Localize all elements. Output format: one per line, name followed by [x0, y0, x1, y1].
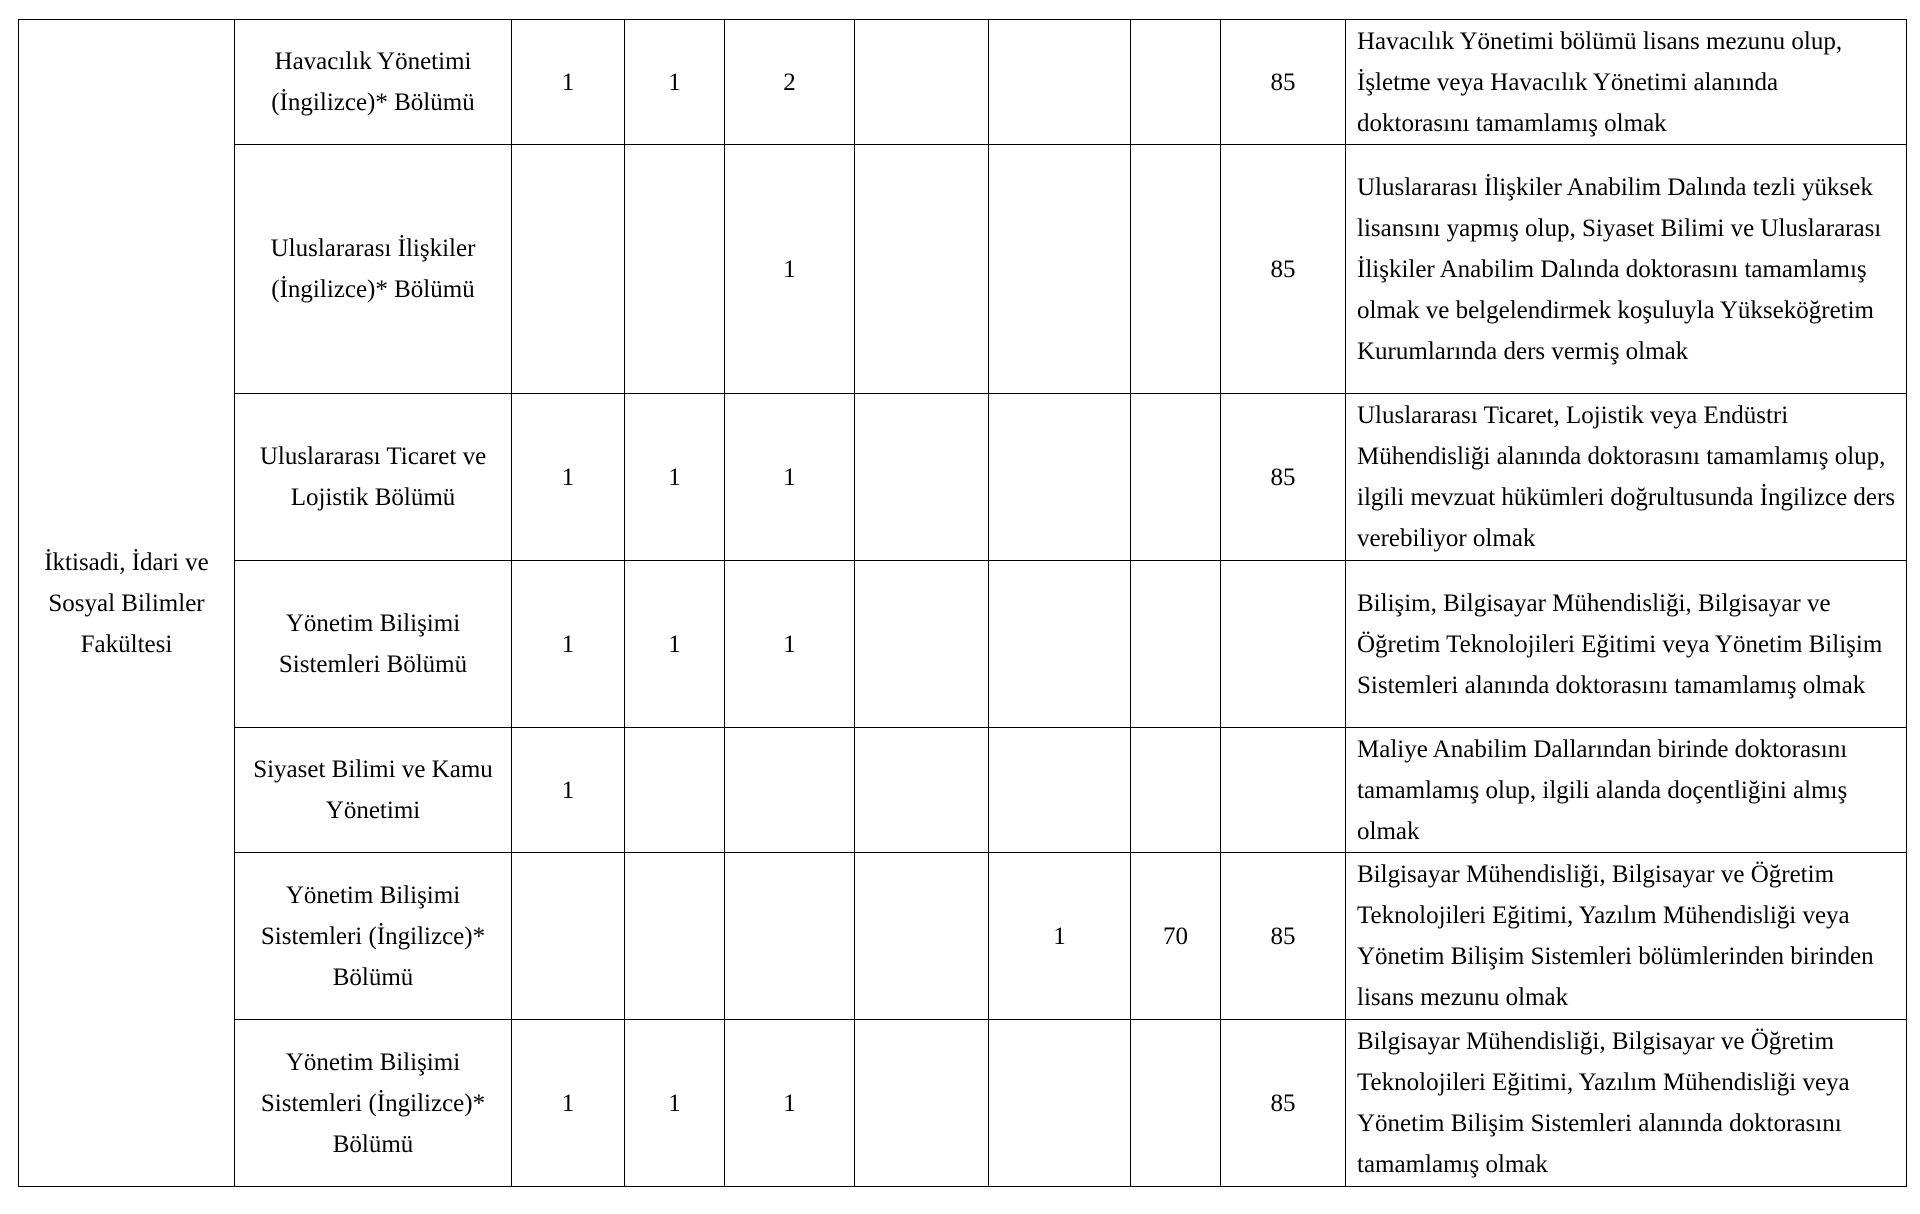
- score-cell: [1131, 1020, 1221, 1187]
- count-cell: [989, 394, 1131, 561]
- department-cell: Yönetim Bilişimi Sistemleri Bölümü: [235, 561, 512, 728]
- count-cell: [625, 728, 725, 853]
- score-cell: 85: [1221, 394, 1346, 561]
- count-cell: [989, 561, 1131, 728]
- department-cell: Uluslararası İlişkiler (İngilizce)* Bölümü: [235, 145, 512, 394]
- department-cell: Yönetim Bilişimi Sistemleri (İngilizce)* Bölümü: [235, 853, 512, 1020]
- score-cell: [1131, 20, 1221, 145]
- count-cell: [625, 853, 725, 1020]
- score-cell: [1131, 728, 1221, 853]
- count-cell: [855, 20, 989, 145]
- score-cell: [1221, 728, 1346, 853]
- count-cell: [989, 1020, 1131, 1187]
- count-cell: [855, 1020, 989, 1187]
- table-row: [19, 853, 1907, 1020]
- table-row: [19, 394, 1907, 561]
- score-cell: [1221, 561, 1346, 728]
- faculty-cell: İktisadi, İdari ve Sosyal Bilimler Fakültesi: [19, 20, 235, 1187]
- score-cell: 85: [1221, 1020, 1346, 1187]
- count-cell: [512, 145, 625, 394]
- count-cell: 1: [725, 561, 855, 728]
- count-cell: 1: [512, 20, 625, 145]
- count-cell: 1: [512, 561, 625, 728]
- count-cell: [625, 145, 725, 394]
- count-cell: 1: [725, 394, 855, 561]
- count-cell: [725, 728, 855, 853]
- count-cell: [725, 853, 855, 1020]
- count-cell: 1: [725, 1020, 855, 1187]
- score-cell: [1131, 561, 1221, 728]
- table-row: [19, 561, 1907, 728]
- count-cell: [855, 853, 989, 1020]
- count-cell: 1: [989, 853, 1131, 1020]
- count-cell: 1: [512, 1020, 625, 1187]
- requirement-cell: Bilişim, Bilgisayar Mühendisliği, Bilgisayar ve Öğretim Teknolojileri Eğitimi veya Yönetim Bilişim Sistemleri alanında doktorasını tamamlamış olmak: [1346, 561, 1907, 728]
- requirement-cell: Maliye Anabilim Dallarından birinde doktorasını tamamlamış olup, ilgili alanda doçentliğini almış olmak: [1346, 728, 1907, 853]
- count-cell: 2: [725, 20, 855, 145]
- table-row: [19, 1020, 1907, 1187]
- count-cell: [989, 728, 1131, 853]
- score-cell: 85: [1221, 853, 1346, 1020]
- count-cell: 1: [512, 728, 625, 853]
- score-cell: 85: [1221, 20, 1346, 145]
- count-cell: 1: [625, 20, 725, 145]
- count-cell: [855, 728, 989, 853]
- score-cell: 85: [1221, 145, 1346, 394]
- count-cell: [855, 561, 989, 728]
- table-row: [19, 20, 1907, 145]
- count-cell: 1: [625, 1020, 725, 1187]
- score-cell: 70: [1131, 853, 1221, 1020]
- requirement-cell: Bilgisayar Mühendisliği, Bilgisayar ve Öğretim Teknolojileri Eğitimi, Yazılım Mühendisliği veya Yönetim Bilişim Sistemleri bölümlerinden birinden lisans mezunu olmak: [1346, 853, 1907, 1020]
- score-cell: [1131, 145, 1221, 394]
- count-cell: [855, 394, 989, 561]
- count-cell: [989, 145, 1131, 394]
- requirement-cell: Uluslararası Ticaret, Lojistik veya Endüstri Mühendisliği alanında doktorasını tamamlamış olup, ilgili mevzuat hükümleri doğrultusunda İngilizce ders verebiliyor olmak: [1346, 394, 1907, 561]
- count-cell: [989, 20, 1131, 145]
- count-cell: [512, 853, 625, 1020]
- requirement-cell: Havacılık Yönetimi bölümü lisans mezunu olup, İşletme veya Havacılık Yönetimi alanında doktorasını tamamlamış olmak: [1346, 20, 1907, 145]
- count-cell: 1: [512, 394, 625, 561]
- score-cell: [1131, 394, 1221, 561]
- positions-table: [18, 19, 1907, 1187]
- department-cell: Uluslararası Ticaret ve Lojistik Bölümü: [235, 394, 512, 561]
- count-cell: [855, 145, 989, 394]
- department-cell: Siyaset Bilimi ve Kamu Yönetimi: [235, 728, 512, 853]
- department-cell: Yönetim Bilişimi Sistemleri (İngilizce)* Bölümü: [235, 1020, 512, 1187]
- table-row: [19, 145, 1907, 394]
- requirement-cell: Uluslararası İlişkiler Anabilim Dalında tezli yüksek lisansını yapmış olup, Siyaset Bilimi ve Uluslararası İlişkiler Anabilim Dalında doktorasını tamamlamış olmak ve belgelendirmek koşuluyla Yükseköğretim Kurumlarında ders vermiş olmak: [1346, 145, 1907, 394]
- table-row: [19, 728, 1907, 853]
- requirement-cell: Bilgisayar Mühendisliği, Bilgisayar ve Öğretim Teknolojileri Eğitimi, Yazılım Mühendisliği veya Yönetim Bilişim Sistemleri alanında doktorasını tamamlamış olmak: [1346, 1020, 1907, 1187]
- count-cell: 1: [625, 394, 725, 561]
- count-cell: 1: [625, 561, 725, 728]
- department-cell: Havacılık Yönetimi (İngilizce)* Bölümü: [235, 20, 512, 145]
- count-cell: 1: [725, 145, 855, 394]
